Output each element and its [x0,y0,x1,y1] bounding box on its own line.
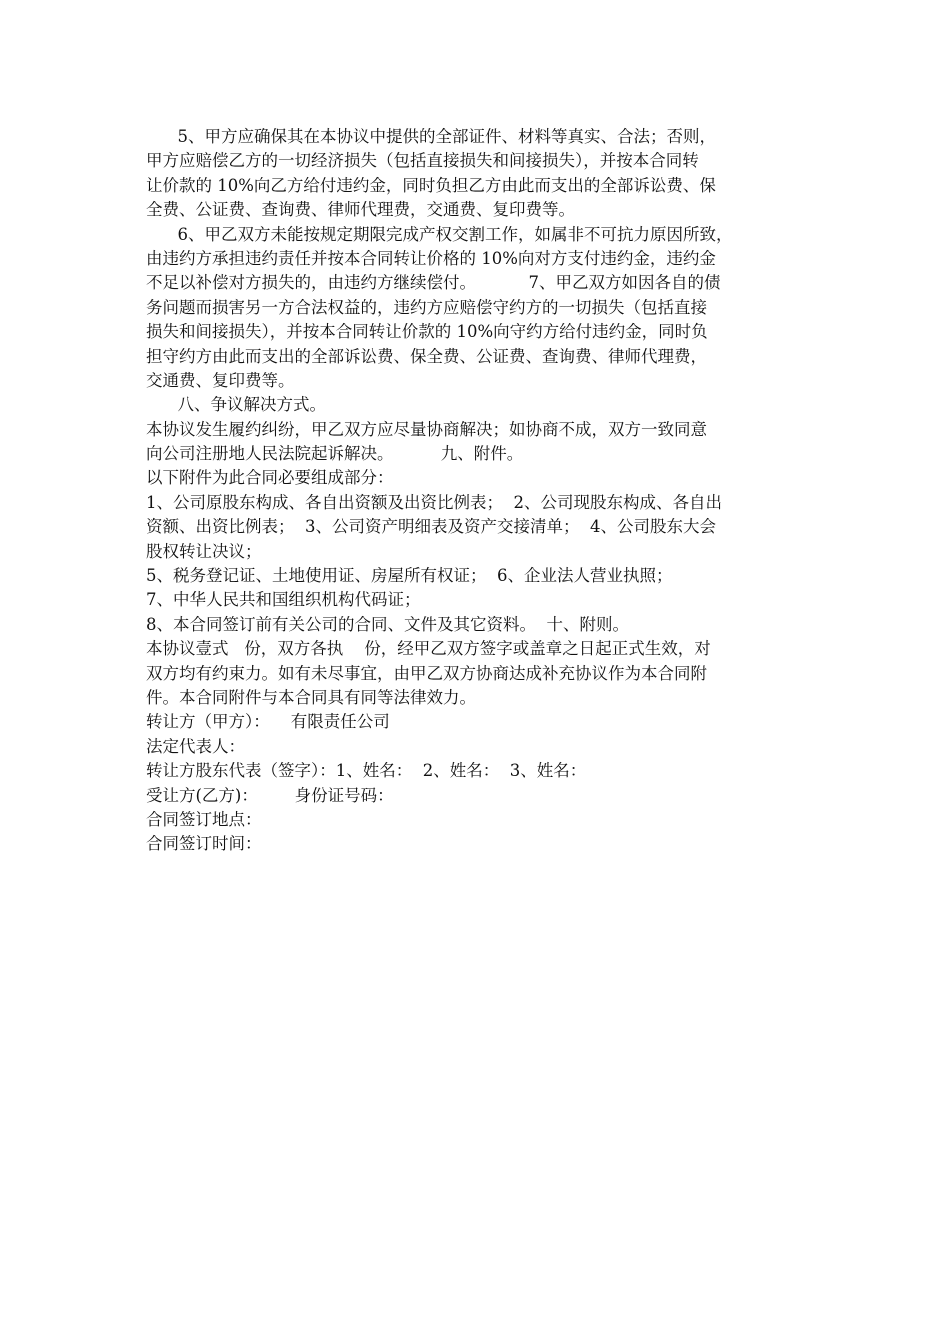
attachments-intro: 以下附件为此合同必要组成部分： [146,468,394,488]
clause-7-line-4: 担守约方由此而支出的全部诉讼费、保全费、公证费、查询费、律师代理费， [146,346,707,366]
clause-6-7-line: 不足以补偿对方损失的，由违约方继续偿付。 7、甲乙双方如因各自的债 [146,273,721,293]
clause-7-line-5: 交通费、复印费等。 [146,370,295,390]
attachments-line-1: 1、公司原股东构成、各自出资额及出资比例表； 2、公司现股东构成、各自出 [146,492,722,512]
signing-time-field: 合同签订时间： [146,834,262,854]
clause-5-line-4: 全费、公证费、查询费、律师代理费，交通费、复印费等。 [146,200,575,220]
transferee-field: 受让方(乙方)： 身份证号码： [146,785,394,805]
section-8-heading: 八、争议解决方式。 [146,395,326,415]
legal-representative-field: 法定代表人： [146,736,245,756]
clause-5-line-3: 让价款的 10%向乙方给付违约金，同时负担乙方由此而支出的全部诉讼费、保 [146,175,716,195]
contract-text [146,125,821,857]
supplementary-line-1: 本协议壹式 份，双方各执 份，经甲乙双方签字或盖章之日起正式生效，对 [146,639,711,659]
transferor-shareholder-signatures: 转让方股东代表（签字）：1、姓名： 2、姓名： 3、姓名： [146,761,587,781]
attachments-line-4: 5、税务登记证、土地使用证、房屋所有权证； 6、企业法人营业执照； [146,566,673,586]
attachments-line-3: 股权转让决议； [146,541,262,561]
clause-7-line-3: 损失和间接损失），并按本合同转让价款的 10%向守约方给付违约金，同时负 [146,322,708,342]
clause-5-line-1: 5、甲方应确保其在本协议中提供的全部证件、材料等真实、合法；否则， [146,127,716,146]
attachments-line-2: 资额、出资比例表； 3、公司资产明细表及资产交接清单； 4、公司股东大会 [146,517,716,537]
clause-6-line-2: 由违约方承担违约责任并按本合同转让价格的 10%向对方支付违约金，违约金 [146,248,716,268]
clause-5-line-2: 甲方应赔偿乙方的一切经济损失（包括直接损失和间接损失），并按本合同转 [146,151,699,171]
signing-place-field: 合同签订地点： [146,809,262,829]
section-8-9-line: 向公司注册地人民法院起诉解决。 九、附件。 [146,444,524,464]
transferor-field: 转让方（甲方）： 有限责任公司 [146,712,390,732]
clause-7-line-2: 务问题而损害另一方合法权益的，违约方应赔偿守约方的一切损失（包括直接 [146,297,707,317]
clause-6-line-1: 6、甲乙双方未能按规定期限完成产权交割工作，如属非不可抗力原因所致， [146,224,733,244]
supplementary-line-2: 双方均有约束力。如有未尽事宜，由甲乙双方协商达成补充协议作为本合同附 [146,663,707,683]
section-8-line-1: 本协议发生履约纠纷，甲乙双方应尽量协商解决；如协商不成，双方一致同意 [146,419,707,439]
attachments-line-6: 8、本合同签订前有关公司的合同、文件及其它资料。 十、附则。 [146,614,629,634]
supplementary-line-3: 件。本合同附件与本合同具有同等法律效力。 [146,687,476,707]
attachments-line-5: 7、中华人民共和国组织机构代码证； [146,590,421,610]
